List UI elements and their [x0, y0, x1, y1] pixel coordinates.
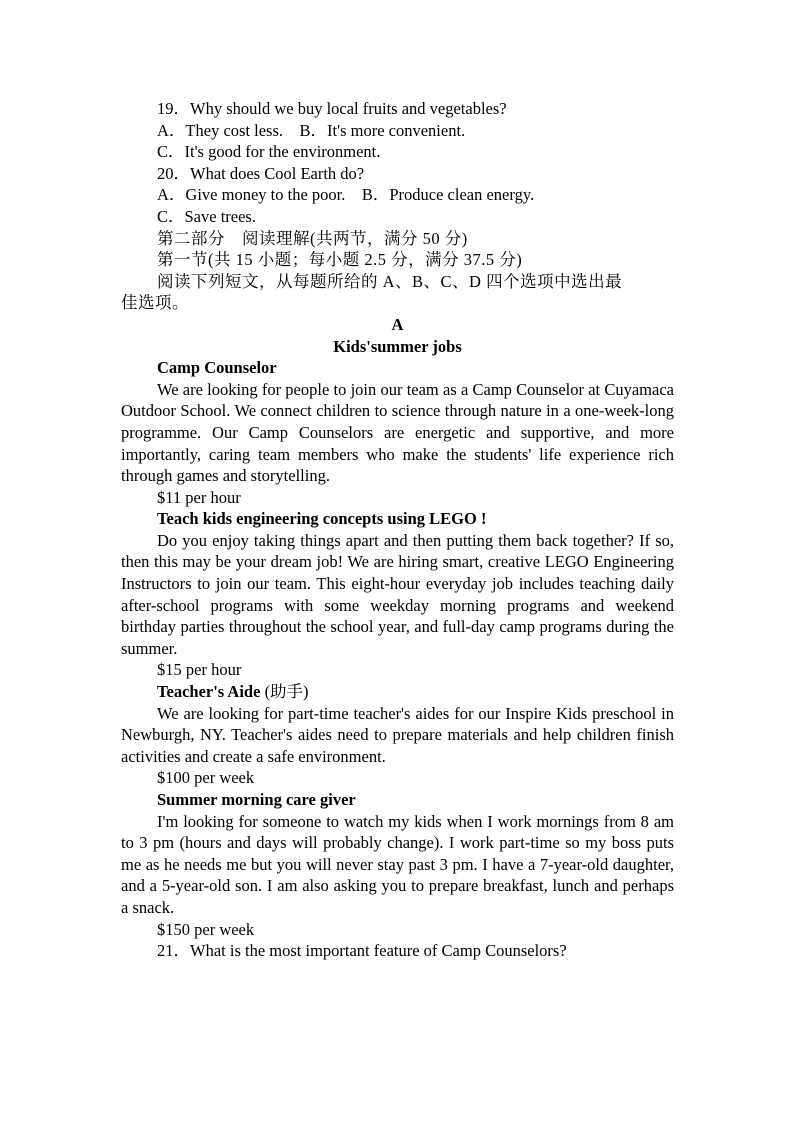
question-20-options-ab: A．Give money to the poor. B．Produce clean energy.: [157, 185, 535, 205]
job-pay-care-giver: $150 per week: [157, 919, 255, 939]
question-19-option-c: C．It's good for the environment.: [157, 142, 381, 162]
job-pay-teachers-aide: $100 per week: [157, 768, 255, 788]
question-21: 21．What is the most important feature of Camp Counselors?: [157, 941, 567, 961]
passage-letter: A: [391, 314, 404, 334]
question-20-option-c: C．Save trees.: [157, 206, 256, 226]
job-body-care-giver: I'm looking for someone to watch my kids when I work mornings from 8 am to 3 pm (hours and days will probably change). I work part-time so my boss puts me as he needs me but you will never stay past 3 pm. I have a 7-year-old daughter, and a 5-year-old son. I am also asking you to prepare breakfast, lunch and perhaps a snack.: [121, 811, 674, 917]
question-19-options-ab: A．They cost less. B．It's more convenient.: [157, 120, 466, 140]
passage-title: Kids'summer jobs: [333, 336, 462, 356]
job-title-teachers-aide-note: (助手): [260, 682, 309, 702]
page-content: [121, 98, 674, 962]
job-pay-camp-counselor: $11 per hour: [157, 487, 241, 507]
section-part-two-heading: 第二部分 阅读理解(共两节，满分 50 分): [157, 228, 468, 248]
job-body-camp-counselor: We are looking for people to join our team as a Camp Counselor at Cuyamaca Outdoor School. We connect children to science through nature in a one-week-long programme. Our Camp Counselors are energetic and supportive, and more importantly, caring team members who make the students' life experience rich through games and storytelling.: [121, 379, 674, 486]
job-body-teachers-aide: We are looking for part-time teacher's aides for our Inspire Kids preschool in Newburgh, NY. Teacher's aides need to prepare materials and help children finish activities and create a safe environment.: [121, 703, 674, 766]
question-19: 19．Why should we buy local fruits and vegetables?: [157, 99, 507, 118]
job-title-camp-counselor: Camp Counselor: [157, 358, 277, 378]
instruction-line-1: 阅读下列短文，从每题所给的 A、B、C、D 四个选项中选出最: [157, 271, 623, 291]
instruction-line-2: 佳选项。: [121, 293, 189, 313]
job-title-care-giver: Summer morning care giver: [157, 790, 356, 809]
job-title-lego-instructor: Teach kids engineering concepts using LEGO !: [157, 509, 487, 529]
job-title-teachers-aide: Teacher's Aide: [157, 682, 261, 702]
job-pay-lego-instructor: $15 per hour: [157, 660, 242, 680]
job-body-lego-instructor: Do you enjoy taking things apart and then putting them back together? If so, then this may be your dream job! We are hiring smart, creative LEGO Engineering Instructors to join our team. This eight-hour everyday job includes teaching daily after-school programs with some weekday morning programs and weekend birthday parties throughout the school year, and full-day camp programs during the summer.: [121, 530, 674, 658]
section-one-heading: 第一节(共 15 小题；每小题 2.5 分，满分 37.5 分): [157, 250, 523, 270]
question-20: 20．What does Cool Earth do?: [157, 163, 365, 183]
job-title-teachers-aide-row: [121, 681, 674, 703]
